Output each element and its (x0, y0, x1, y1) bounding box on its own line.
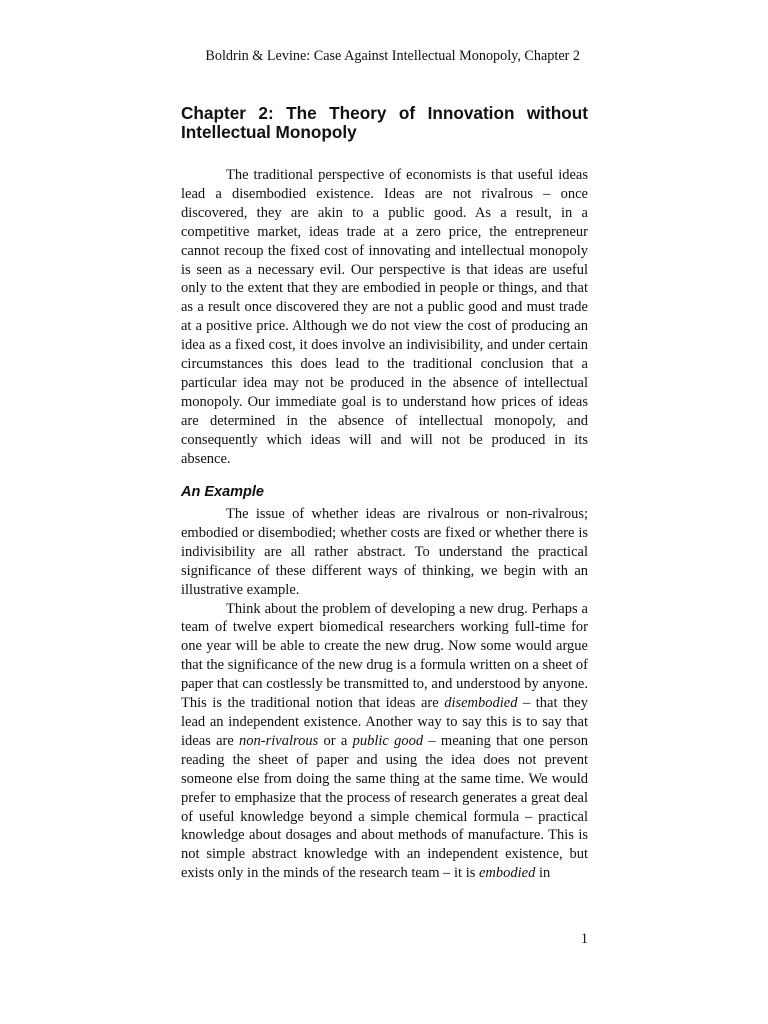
example-paragraph-1: The issue of whether ideas are rivalrous or non-rivalrous; embodied or disembodied; whether costs are fixed or whether there is indivisibility are all rather abstract. To understand the practical significance of these different ways of thinking, we begin with an illustrative example. (181, 506, 588, 598)
paragraph-text: in (535, 865, 551, 882)
emphasis-non-rivalrous: non-rivalrous (239, 732, 319, 749)
intro-section (181, 166, 588, 469)
emphasis-public-good: public good (352, 732, 424, 749)
page-number: 1 (580, 931, 588, 947)
paragraph-text: – meaning that one person reading the sheet of paper and using the idea does not prevent someone else from doing the same thing at the same time. We would prefer to emphasize that the process of research generates a great deal of useful knowledge beyond a simple chemical formula – practical knowledge about dosages and about methods of manufacture. This is not simple abstract knowledge with an independent existence, but exists only in the minds of the research team – it is (181, 732, 589, 882)
example-paragraph-2 (181, 600, 588, 884)
emphasis-disembodied: disembodied (444, 695, 518, 712)
chapter-title: Chapter 2: The Theory of Innovation without Intellectual Monopoly (181, 103, 588, 142)
paragraph-text: or a (318, 732, 353, 749)
paragraph-text: – that they lead an independent existence. Another way to say this is to say that ideas are (181, 695, 588, 749)
running-header: Boldrin & Levine: Case Against Intellectual Monopoly, Chapter 2 (205, 48, 580, 64)
example-section (181, 505, 588, 883)
intro-paragraph: The traditional perspective of economists is that useful ideas lead a disembodied existence. Ideas are not rivalrous – once discovered, they are akin to a public good. As a result, in a competitive market, ideas trade at a zero price, the entrepreneur cannot recoup the fixed cost of innovating and intellectual monopoly is seen as a necessary evil. Our perspective is that ideas are useful only to the extent that they are embodied in people or things, and that as a result once discovered they are not a public good and must trade at a positive price. Although we do not view the cost of producing an idea as a fixed cost, it does involve an indivisibility, and under certain circumstances this does lead to the traditional conclusion that a particular idea may not be produced in the absence of intellectual monopoly. Our immediate goal is to understand how prices of ideas are determined in the absence of intellectual monopoly, and consequently which ideas will and will not be produced in its absence. (181, 167, 588, 467)
emphasis-embodied: embodied (479, 865, 536, 882)
section-heading: An Example (181, 484, 264, 500)
paragraph-text: Think about the problem of developing a new drug. Perhaps a team of twelve expert biomedical researchers working full-time for one year will be able to create the new drug. Now some would argue that the significance of the new drug is a formula written on a sheet of paper that can costlessly be transmitted to, and understood by anyone. This is the traditional notion that ideas are (181, 600, 588, 712)
